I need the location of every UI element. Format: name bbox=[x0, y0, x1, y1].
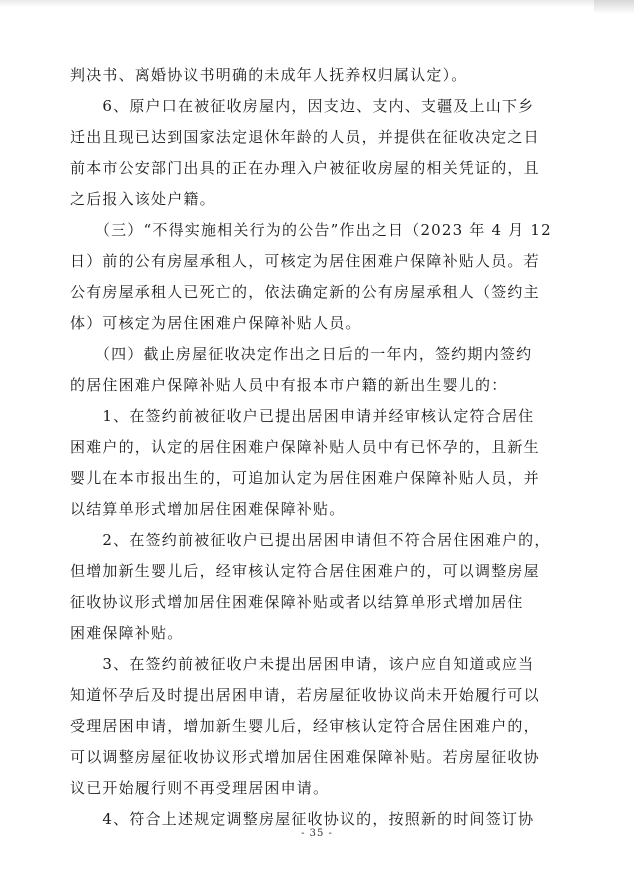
text-line: 体）可核定为居住困难户保障补贴人员。 bbox=[70, 314, 362, 332]
text-line: 困难保障补贴。 bbox=[70, 624, 184, 642]
text-line: 议已开始履行则不再受理居困申请。 bbox=[70, 779, 330, 797]
text-line: 前本市公安部门出具的正在办理入户被征收房屋的相关凭证的，且 bbox=[70, 159, 540, 177]
text-line: 3、在签约前被征收户未提出居困申请，该户应自知道或应当 bbox=[70, 655, 535, 673]
text-line: 困难户的，认定的居住困难户保障补贴人员中有已怀孕的，且新生 bbox=[70, 438, 540, 456]
text-line: 以结算单形式增加居住困难保障补贴。 bbox=[70, 500, 346, 518]
text-line: （四）截止房屋征收决定作出之日后的一年内，签约期内签约 bbox=[70, 345, 533, 363]
text-line: 知道怀孕后及时提出居困申请，若房屋征收协议尚未开始履行可以 bbox=[70, 686, 540, 704]
text-line: 判决书、离婚协议书明确的未成年人抚养权归属认定）。 bbox=[70, 66, 468, 84]
text-line: （三）“不得实施相关行为的公告”作出之日（2023 年 4 月 12 bbox=[70, 221, 552, 239]
text-line: 但增加新生婴儿后，经审核认定符合居住困难户的，可以调整房屋 bbox=[70, 562, 540, 580]
text-line: 可以调整房屋征收协议形式增加居住困难保障补贴。若房屋征收协 bbox=[70, 748, 540, 766]
text-line: 婴儿在本市报出生的，可追加认定为居住困难户保障补贴人员，并 bbox=[70, 469, 540, 487]
text-line: 日）前的公有房屋承租人，可核定为居住困难户保障补贴人员。若 bbox=[70, 252, 540, 270]
text-line: 征收协议形式增加居住困难保障补贴或者以结算单形式增加居住 bbox=[70, 593, 524, 611]
text-line: 6、原户口在被征收房屋内，因支边、支内、支疆及上山下乡 bbox=[70, 97, 535, 115]
text-line: 受理居困申请，增加新生婴儿后，经审核认定符合居住困难户的， bbox=[70, 717, 540, 735]
text-line: 2、在签约前被征收户已提出居困申请但不符合居住困难户的， bbox=[70, 531, 551, 549]
text-line: 4、符合上述规定调整房屋征收协议的，按照新的时间签订协 bbox=[70, 810, 535, 828]
text-line: 公有房屋承租人已死亡的，依法确定新的公有房屋承租人（签约主 bbox=[70, 283, 540, 301]
text-line: 的居住困难户保障补贴人员中有报本市户籍的新出生婴儿的： bbox=[70, 376, 508, 394]
text-line: 之后报入该处户籍。 bbox=[70, 190, 216, 208]
corner-shadow bbox=[594, 0, 634, 14]
text-line: 1、在签约前被征收户已提出居困申请并经审核认定符合居住 bbox=[70, 407, 535, 425]
document-body bbox=[70, 60, 578, 835]
top-edge-shadow bbox=[0, 0, 634, 7]
text-line: 迁出且现已达到国家法定退休年龄的人员，并提供在征收决定之日 bbox=[70, 128, 540, 146]
page-number: - 35 - bbox=[301, 828, 333, 839]
